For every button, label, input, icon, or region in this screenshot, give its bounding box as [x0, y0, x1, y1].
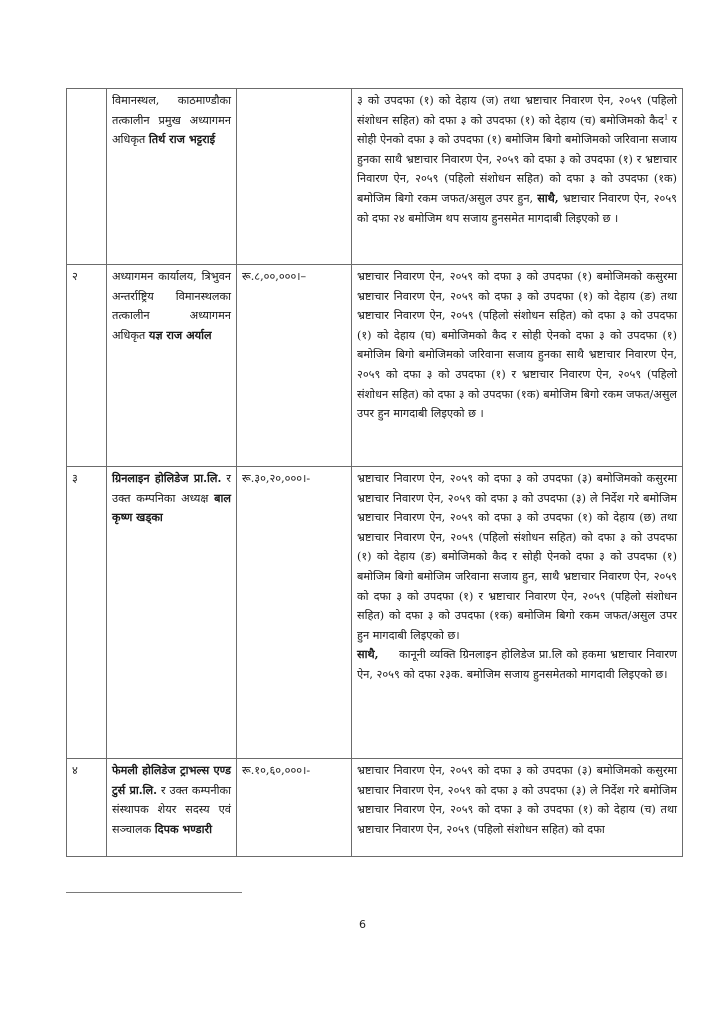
claim-text: कानूनी व्यक्ति ग्रिनलाइन होलिडेज प्रा.लि को हकमा भ्रष्टाचार निवारण ऐन, २०५९ को दफा २३क. बमोजिम सजाय हुनसमेतको मागदावी लिइएको छ। — [357, 648, 681, 681]
defendant-cell — [107, 759, 237, 857]
claim-description-cell — [352, 467, 683, 759]
claim-text: र सोही ऐनको दफा ३ को उपदफा (१) बमोजिम बिगो बमोजिमको जरिवाना सजाय हुनका साथै भ्रष्टाचार निवारण ऐन, २०५९ को दफा ३ को उपदफा (१) र भ्रष्टाचार निवारण ऐन, २०५९ (पहिलो संशोधन सहित) को दफा ३ को उपदफा (१क) बमोजिम बिगो रकम जफत/असुल उपर हुन, — [357, 113, 677, 205]
defendant-name: बाल कृष्ण खड्का — [112, 490, 231, 525]
amount-cell: रू.३०,२०,०००।- — [237, 467, 352, 759]
amount-cell — [237, 89, 352, 265]
claim-text: भ्रष्टाचार निवारण ऐन, २०५९ को दफा २४ बमोजिम थप सजाय हुनसमेत मागदाबी लिइएको छ । — [357, 191, 678, 225]
amount-cell: रू.८,००,०००।– — [237, 265, 352, 467]
claim-paragraph — [357, 645, 681, 684]
amount-cell: रू.१०,६०,०००।- — [237, 759, 352, 857]
serial-number-cell — [67, 89, 107, 265]
defendant-cell — [107, 467, 237, 759]
company-name: फेमली होलिडेज ट्राभल्स एण्ड टुर्स प्रा.लि. — [112, 763, 231, 797]
claim-description-cell — [352, 89, 683, 265]
defendant-cell — [107, 89, 237, 265]
defendant-designation: विमानस्थल, काठमाण्डौका तत्कालीन प्रमुख अध्यागमन अधिकृत — [112, 94, 231, 147]
defendant-cell — [107, 265, 237, 467]
claim-description-cell — [352, 759, 683, 857]
claim-text: भ्रष्टाचार निवारण ऐन, २०५९ को दफा ३ को उपदफा (१) बमोजिमको कसुरमा भ्रष्टाचार निवारण ऐन, २०५९ को दफा ३ को उपदफा (१) को देहाय (ङ) तथा भ्रष्टाचार निवारण ऐन, २०५९ (पहिलो संशोधन सहित) को दफा ३ को उपदफा (१) को देहाय (घ) बमोजिमको कैद र सोही ऐनको दफा ३ को उपदफा (१) बमोजिम बिगो बमोजिमको जरिवाना सजाय हुनका साथै भ्रष्टाचार निवारण ऐन, २०५९ को दफा ३ को उपदफा (१) र भ्रष्टाचार निवारण ऐन, २०५९ (पहिलो संशोधन सहित) को दफा ३ को उपदफा (१क) बमोजिम बिगो रकम जफत/असुल उपर हुन मागदाबी लिइएको छ । — [357, 270, 677, 421]
claim-paragraph — [357, 469, 677, 645]
table-row — [67, 759, 683, 857]
claim-emphasis: साथै, — [537, 190, 559, 205]
serial-number-cell: ३ — [67, 467, 107, 759]
defendant-designation: र उक्त कम्पनिका अध्यक्ष — [112, 472, 231, 505]
claim-description-cell — [352, 265, 683, 467]
table-row — [67, 89, 683, 265]
serial-number-cell: ४ — [67, 759, 107, 857]
defendant-designation: अध्यागमन कार्यालय, त्रिभुवन अन्तर्राष्ट्रिय विमानस्थलका तत्कालीन अध्यागमन अधिकृत — [112, 270, 231, 342]
company-name: ग्रिनलाइन होलिडेज प्रा.लि. — [112, 471, 222, 485]
claim-text: भ्रष्टाचार निवारण ऐन, २०५९ को दफा ३ को उपदफा (३) बमोजिमको कसुरमा भ्रष्टाचार निवारण ऐन, २०५९ को दफा ३ को उपदफा (३) ले निर्देश गरे बमोजिम भ्रष्टाचार निवारण ऐन, २०५९ को दफा ३ को उपदफा (१) को देहाय (छ) तथा भ्रष्टाचार निवारण ऐन, २०५९ (पहिलो संशोधन सहित) को दफा ३ को उपदफा (१) को देहाय (ङ) बमोजिमको कैद र सोही ऐनको दफा ३ को उपदफा (१) बमोजिम बिगो बमोजिम जरिवाना सजाय हुन, साथै भ्रष्टाचार निवारण ऐन, २०५९ को दफा ३ को उपदफा (१) र भ्रष्टाचार निवारण ऐन, २०५९ (पहिलो संशोधन सहित) को दफा ३ को उपदफा (१क) बमोजिम बिगो रकम जफत/असुल उपर हुन मागदाबी लिइएको छ। — [357, 472, 677, 642]
table-row — [67, 467, 683, 759]
defendant-name: तिर्थ राज भट्टराई — [148, 132, 216, 147]
defendant-designation: र उक्त कम्पनीका संस्थापक शेयर सदस्य एवं सञ्चालक — [112, 783, 231, 836]
claim-text: भ्रष्टाचार निवारण ऐन, २०५९ को दफा ३ को उपदफा (३) बमोजिमको कसुरमा भ्रष्टाचार निवारण ऐन, २०५९ को दफा ३ को उपदफा (३) ले निर्देश गरे बमोजिम भ्रष्टाचार निवारण ऐन, २०५९ को दफा ३ को उपदफा (१) को देहाय (च) तथा भ्रष्टाचार निवारण ऐन, २०५९ (पहिलो संशोधन सहित) को दफा — [357, 764, 677, 836]
claim-emphasis: साथै, — [357, 647, 379, 662]
case-table — [66, 88, 683, 857]
footnote-reference[interactable]: 1 — [663, 112, 669, 121]
claim-text: ३ को उपदफा (१) को देहाय (ज) तथा भ्रष्टाचार निवारण ऐन, २०५९ (पहिलो संशोधन सहित) को दफा ३ को उपदफा (१) को देहाय (च) बमोजिमको कैद — [357, 94, 677, 127]
table-row — [67, 265, 683, 467]
page-number: 6 — [359, 918, 366, 931]
defendant-name: दिपक भण्डारी — [154, 821, 212, 836]
defendant-name: यज्ञ राज अर्याल — [148, 327, 212, 342]
footnote-separator — [66, 892, 242, 893]
serial-number-cell: २ — [67, 265, 107, 467]
